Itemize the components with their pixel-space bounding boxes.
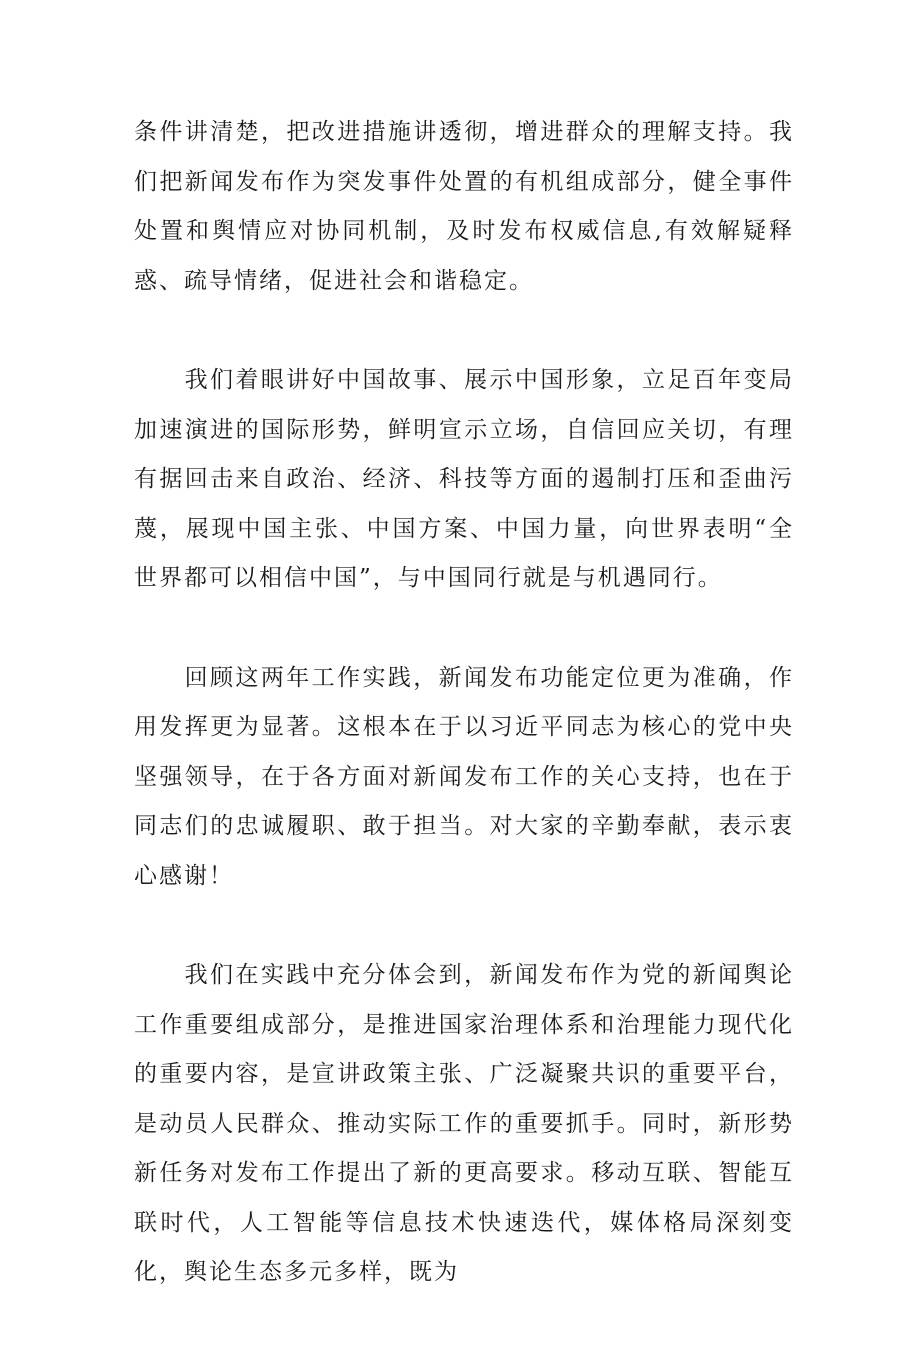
paragraph: 我们着眼讲好中国故事、展示中国形象，立足百年变局加速演进的国际形势，鲜明宣示立场，自信回应关切，有理有据回击来自政治、经济、科技等方面的遏制打压和歪曲污蔑，展现中国主张、中国方案、中国力量，向世界表明“全世界都可以相信中国”，与中国同行就是与机遇同行。 xyxy=(134,367,794,591)
paragraph-continued: 条件讲清楚，把改进措施讲透彻，增进群众的理解支持。我们把新闻发布作为突发事件处置的有机组成部分，健全事件处置和舆情应对协同机制，及时发布权威信息,有效解疑释惑、疏导情绪，促进社会和谐稳定。 xyxy=(134,119,794,294)
document-body xyxy=(134,108,794,1348)
paragraph: 回顾这两年工作实践，新闻发布功能定位更为准确，作用发挥更为显著。这根本在于以习近平同志为核心的党中央坚强领导，在于各方面对新闻发布工作的关心支持，也在于同志们的忠诚履职、敢于担当。对大家的辛勤奉献，表示衷心感谢！ xyxy=(134,664,794,889)
paragraph: 我们在实践中充分体会到，新闻发布作为党的新闻舆论工作重要组成部分，是推进国家治理体系和治理能力现代化的重要内容，是宣讲政策主张、广泛凝聚共识的重要平台，是动员人民群众、推动实际工作的重要抓手。同时，新形势新任务对发布工作提出了新的更高要求。移动互联、智能互联时代，人工智能等信息技术快速迭代，媒体格局深刻变化，舆论生态多元多样，既为 xyxy=(134,962,794,1285)
